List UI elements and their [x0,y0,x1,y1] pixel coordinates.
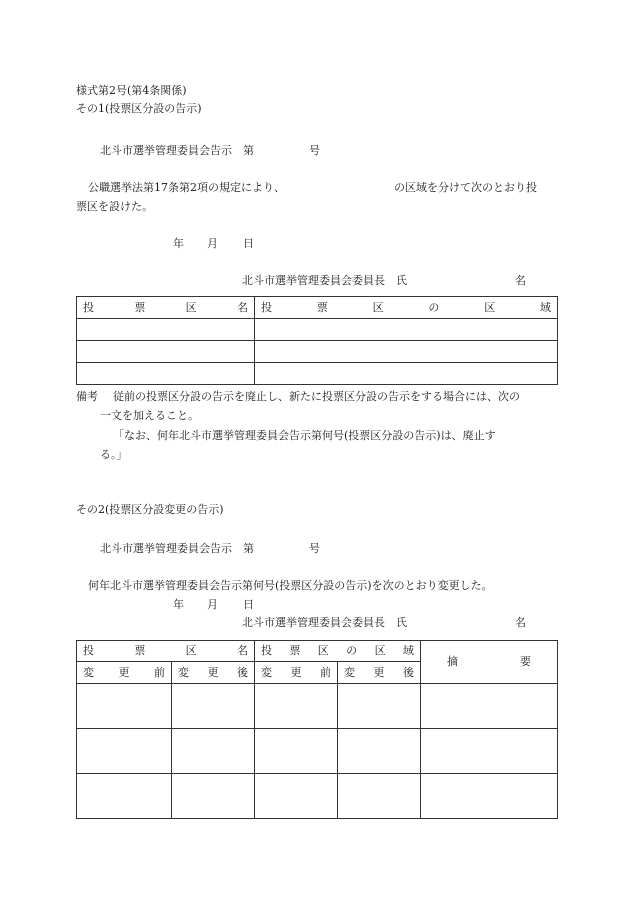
header-char: の [428,300,440,314]
form-number: 様式第2号(第4条関係) [76,84,187,97]
header-char: 票 [289,644,301,657]
part1-body-c: 票区を設けた。 [76,200,153,213]
part1-header-district-name [77,297,255,319]
header-char: 変 [83,665,94,679]
header-char: 更 [373,665,385,679]
part1-table [76,296,558,385]
table-cell [172,729,255,774]
remarks-line-4: る。」 [100,448,128,461]
remarks-line-3: 「なお、何年北斗市選挙管理委員会告示第何号(投票区分設の告示)は、廃止す [113,429,496,442]
table-row [77,684,558,729]
part2-header-remarks [421,641,558,684]
part2-header-area-after [338,662,421,684]
table-cell [77,729,172,774]
table-cell [255,684,338,729]
part1-signer: 北斗市選挙管理委員会委員長 氏 [242,274,407,287]
part2-date-day: 日 [243,598,254,611]
table-cell [77,684,172,729]
header-char: の [346,644,358,657]
table-cell [172,684,255,729]
part2-notice-line: 北斗市選挙管理委員会告示 第 号 [100,542,320,555]
part2-title: その2(投票区分設変更の告示) [76,503,224,516]
header-char: 区 [185,300,197,314]
header-char: 区 [185,644,197,657]
part2-date-month: 月 [207,598,218,611]
header-char: 投 [261,644,272,657]
part2-header-area-before [255,662,338,684]
header-char: 投 [261,300,272,314]
header-char: 前 [154,665,165,679]
part1-table-header-row [77,297,558,319]
header-char: 区 [484,300,496,314]
header-char: 投 [83,644,94,657]
header-char: 域 [402,644,414,657]
table-cell [255,341,558,363]
part2-table-header-row-1 [77,641,558,662]
part1-body-a: 公職選挙法第17条第2項の規定により、 [88,181,285,194]
table-row [77,729,558,774]
part1-header-district-area [255,297,558,319]
header-char: 名 [236,644,248,657]
part1-date-month: 月 [207,237,218,250]
header-char: 投 [83,300,94,314]
part1-signer-name-suffix: 名 [515,274,526,287]
header-char: 区 [317,644,329,657]
table-cell [338,774,421,819]
table-cell [77,774,172,819]
remarks-line-1: 従前の投票区分設の告示を廃止し、新たに投票区分設の告示をする場合には、次の [113,390,520,403]
part1-title: その1(投票区分設の告示) [76,102,202,115]
header-char: 前 [320,665,331,679]
part2-date-year: 年 [173,598,184,611]
table-cell [421,774,558,819]
table-row [77,774,558,819]
header-char: 変 [178,665,189,679]
header-char: 票 [316,300,328,314]
part1-notice-line: 北斗市選挙管理委員会告示 第 号 [100,144,320,157]
table-cell [172,774,255,819]
header-char: 区 [372,300,384,314]
table-row [77,363,558,385]
header-char: 更 [118,665,130,679]
header-char: 票 [134,644,146,657]
part1-date-day: 日 [243,237,254,250]
table-cell [77,363,255,385]
table-cell [255,729,338,774]
part2-body: 何年北斗市選挙管理委員会告示第何号(投票区分設の告示)を次のとおり変更した。 [88,579,493,592]
part1-date-year: 年 [173,237,184,250]
part1-body-b: の区域を分けて次のとおり投 [394,181,537,194]
part2-table [76,640,558,819]
table-cell [77,319,255,341]
header-char: 変 [261,665,272,679]
header-char: 名 [236,300,248,314]
header-char: 要 [520,655,531,668]
table-cell [421,729,558,774]
header-char: 区 [374,644,386,657]
part2-signer-name-suffix: 名 [515,616,526,629]
part2-header-name-after [172,662,255,684]
header-char: 摘 [447,655,458,668]
table-cell [421,684,558,729]
table-cell [255,363,558,385]
table-cell [338,684,421,729]
header-char: 変 [344,665,355,679]
table-cell [255,319,558,341]
header-char: 票 [134,300,146,314]
table-cell [255,774,338,819]
header-char: 後 [403,665,414,679]
part2-header-name-before [77,662,172,684]
header-char: 更 [207,665,219,679]
remarks-line-2: 一文を加えること。 [100,409,199,422]
table-row [77,341,558,363]
part2-header-district-area [255,641,421,662]
table-cell [338,729,421,774]
header-char: 更 [290,665,302,679]
part2-header-district-name [77,641,255,662]
header-char: 後 [237,665,248,679]
table-row [77,319,558,341]
table-cell [77,341,255,363]
remarks-label: 備考 [76,390,98,403]
header-char: 域 [539,300,551,314]
part2-signer: 北斗市選挙管理委員会委員長 氏 [242,616,407,629]
